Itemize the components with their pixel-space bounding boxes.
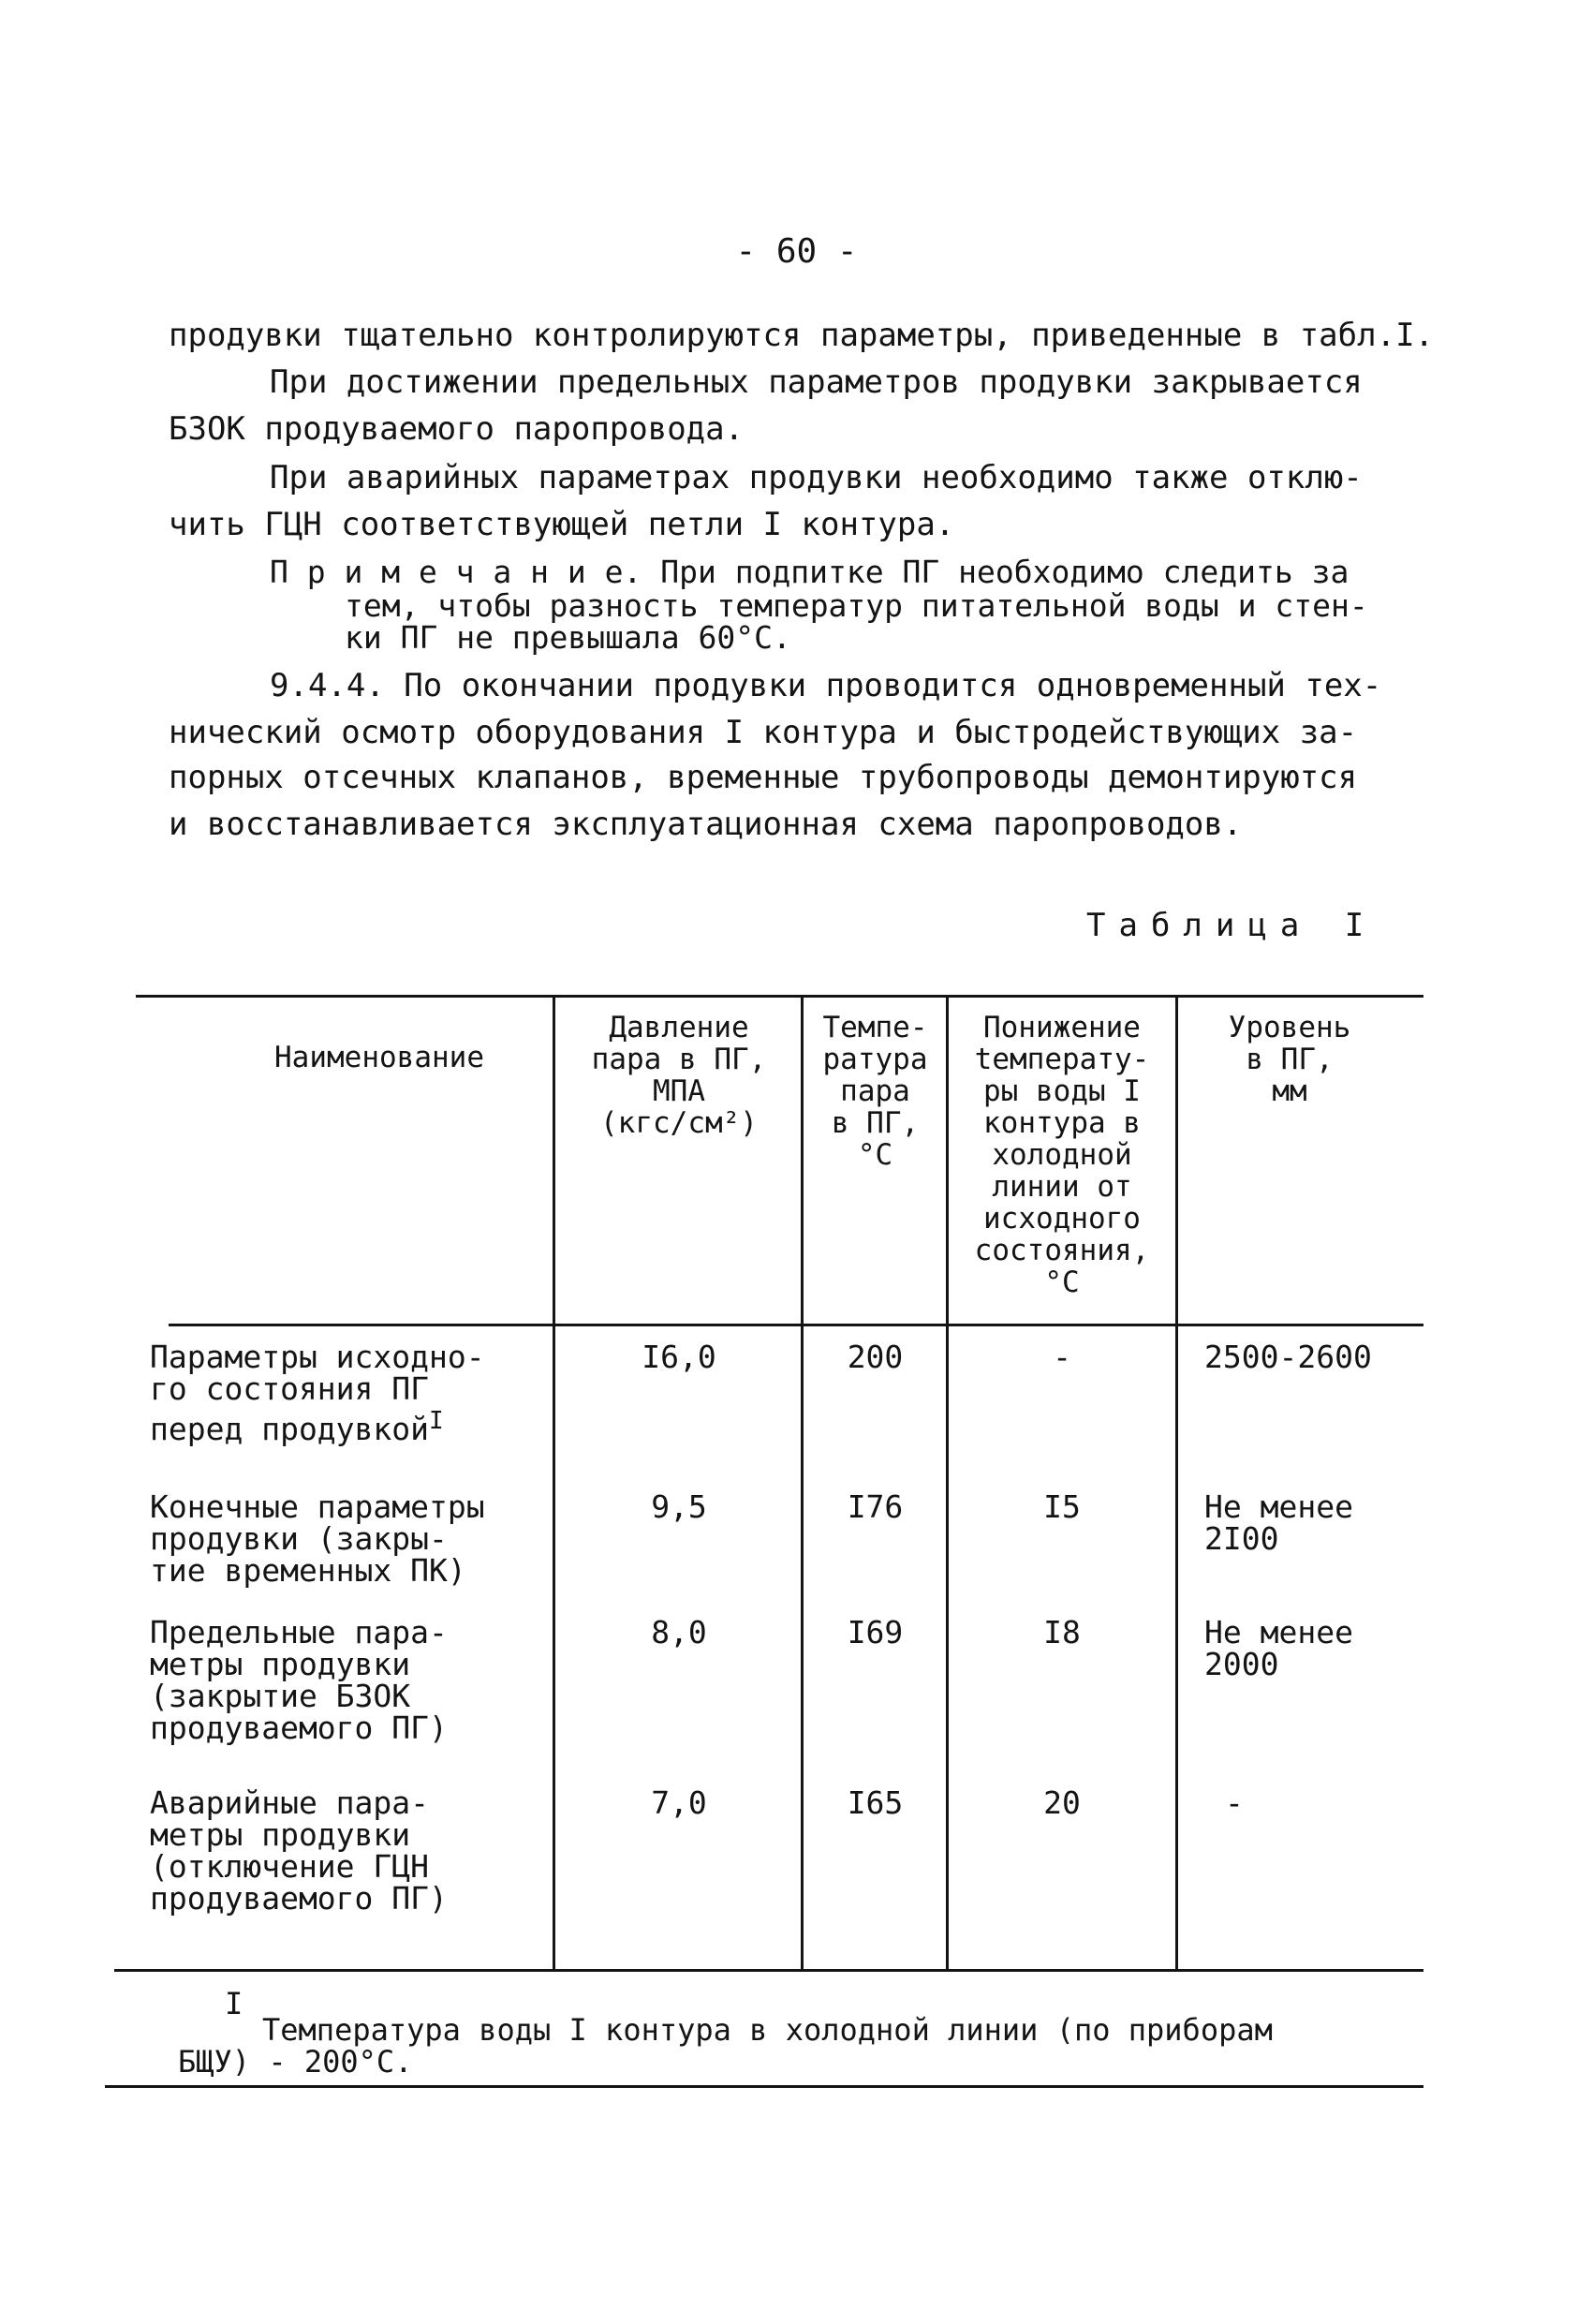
note-line: ки ПГ не превышала 60°C. xyxy=(345,619,791,656)
paragraph-line: продувки тщательно контролируются параметры, приведенные в табл.I. xyxy=(169,317,1435,354)
note-line: тем, чтобы разность температур питательной воды и стен- xyxy=(345,587,1368,624)
header-level: Уровень в ПГ, мм xyxy=(1228,1011,1351,1108)
row-temperature-drop: I8 xyxy=(1043,1614,1081,1650)
header-name: Наименование xyxy=(274,1041,484,1074)
footnote-mark: I xyxy=(225,1986,243,2021)
paragraph-line: чить ГЦН соответствующей петли I контура. xyxy=(169,506,955,543)
column-divider xyxy=(946,997,949,1969)
row-level: 2500-2600 xyxy=(1204,1339,1372,1375)
header-pressure: Давление пара в ПГ, МПА (кгс/см²) xyxy=(591,1011,767,1140)
row-pressure: 8,0 xyxy=(651,1614,707,1650)
row-temperature-drop: 20 xyxy=(1043,1784,1081,1821)
row-temperature: I76 xyxy=(847,1488,904,1525)
column-divider xyxy=(553,997,555,1969)
row-temperature: 200 xyxy=(847,1339,904,1375)
row-name: Параметры исходно- го состояния ПГ перед продувкой$^I$ xyxy=(150,1339,485,1447)
table-caption: Таблица I xyxy=(1086,907,1378,944)
header-temperature-drop: Понижение tемперату- ры воды I контура в холодной линии от исходного состояния, °C xyxy=(974,1011,1150,1299)
row-pressure: I6,0 xyxy=(642,1339,716,1375)
row-temperature: I69 xyxy=(847,1614,904,1650)
row-name: Конечные параметры продувки (закры- тие временных ПК) xyxy=(150,1488,485,1589)
row-level: Не менее 2I00 xyxy=(1204,1488,1353,1557)
row-level: Не менее 2000 xyxy=(1204,1614,1353,1682)
column-divider xyxy=(801,997,804,1969)
paragraph-line: 9.4.4. По окончании продувки проводится одновременный тех- xyxy=(270,667,1382,704)
table-header-rule xyxy=(169,1324,1423,1326)
row-temperature-drop: I5 xyxy=(1043,1488,1081,1525)
paragraph-line: нический осмотр оборудования I контура и быстродействующих за- xyxy=(169,714,1358,751)
note-line: П р и м е ч а н и е. При подпитке ПГ необходимо следить за xyxy=(270,554,1350,590)
row-temperature: I65 xyxy=(847,1784,904,1821)
page-number: - 60 - xyxy=(735,232,858,271)
paragraph-line: При аварийных параметрах продувки необходимо также отклю- xyxy=(270,459,1363,496)
row-name: Предельные пара- метры продувки (закрытие БЗОК продуваемого ПГ) xyxy=(150,1614,448,1746)
header-temperature: Темпе- ратура пара в ПГ, °C xyxy=(822,1011,928,1172)
paragraph-line: При достижении предельных параметров продувки закрывается xyxy=(270,363,1363,401)
row-pressure: 9,5 xyxy=(651,1488,707,1525)
row-name: Аварийные пара- метры продувки (отключение ГЦН продуваемого ПГ) xyxy=(150,1784,448,1917)
paragraph-line: и восстанавливается эксплуатационная схема паропроводов. xyxy=(169,806,1243,843)
column-divider xyxy=(1175,997,1178,1969)
paragraph-line: порных отсечных клапанов, временные трубопроводы демонтируются xyxy=(169,759,1358,796)
table-bottom-rule xyxy=(114,1969,1423,1972)
footnote-line: БЩУ) - 200°C. xyxy=(178,2044,413,2080)
table-top-rule xyxy=(136,995,1423,998)
row-level: - xyxy=(1225,1784,1244,1821)
paragraph-line: БЗОК продуваемого паропровода. xyxy=(169,410,745,448)
footnote-line: Температура воды I контура в холодной линии (по приборам xyxy=(262,2012,1273,2048)
row-pressure: 7,0 xyxy=(651,1784,707,1821)
row-temperature-drop: - xyxy=(1053,1339,1071,1375)
footnote-rule xyxy=(105,2085,1423,2088)
